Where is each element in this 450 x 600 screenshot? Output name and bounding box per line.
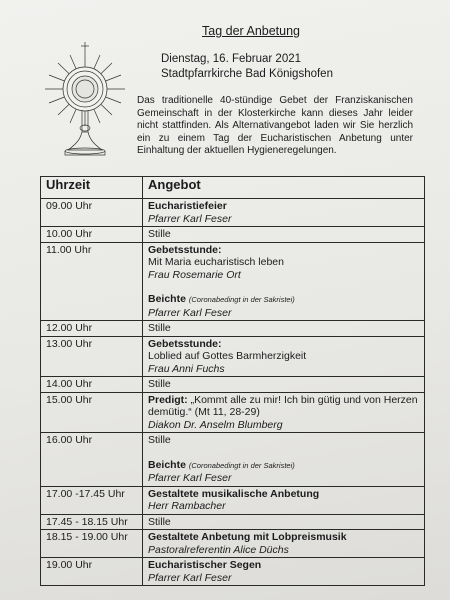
offer-extra-person: Pfarrer Karl Feser — [148, 472, 232, 484]
offer-person: Pfarrer Karl Feser — [148, 212, 232, 225]
offer-cell — [143, 392, 425, 433]
table-row — [41, 321, 425, 337]
table-row — [41, 486, 425, 514]
offer-cell: Stille — [143, 514, 425, 530]
offer-text: Loblied auf Gottes Barmherzigkeit — [148, 350, 307, 362]
offer-person: Herr Rambacher — [148, 500, 226, 512]
offer-person: Pastoralreferentin Alice Düchs — [148, 543, 289, 556]
header-time: Uhrzeit — [41, 177, 143, 199]
offer-title: Eucharistiefeier — [148, 200, 227, 212]
offer-cell: Stille — [143, 321, 425, 337]
offer-cell: Stille — [143, 377, 425, 393]
time-cell: 16.00 Uhr — [41, 433, 143, 487]
offer-cell — [143, 336, 425, 377]
table-row — [41, 558, 425, 586]
time-cell: 10.00 Uhr — [41, 227, 143, 243]
event-date: Dienstag, 16. Februar 2021 — [161, 53, 302, 65]
offer-title: Predigt: — [148, 393, 188, 406]
offer-cell — [143, 558, 425, 586]
offer-person: Frau Rosemarie Ort — [148, 268, 241, 281]
offer-extra — [148, 293, 420, 307]
time-cell: 17.45 - 18.15 Uhr — [41, 514, 143, 530]
time-cell: 12.00 Uhr — [41, 321, 143, 337]
table-row — [41, 392, 425, 433]
table-row — [41, 530, 425, 558]
table-row — [41, 514, 425, 530]
table-row — [41, 199, 425, 227]
offer-person: Diakon Dr. Anselm Blumberg — [148, 418, 283, 431]
offer-person: Frau Anni Fuchs — [148, 362, 225, 375]
offer-text: Mit Maria eucharistisch leben — [148, 256, 284, 268]
offer-title: Gebetsstunde: — [148, 337, 222, 350]
offer-cell: Stille — [143, 227, 425, 243]
time-cell: 18.15 - 19.00 Uhr — [41, 530, 143, 558]
table-row — [41, 433, 425, 487]
table-header-row — [41, 177, 425, 199]
table-row — [41, 336, 425, 377]
schedule-table — [40, 176, 425, 586]
offer-cell — [143, 242, 425, 321]
offer-line — [148, 394, 420, 419]
offer-person: Pfarrer Karl Feser — [148, 571, 232, 584]
offer-extra-title: Beichte — [148, 293, 186, 305]
intro-paragraph: Das traditionelle 40-stündige Gebet der Franziskanischen Gemeinschaft in der Klosterkirche kann dieses Jahr leider nicht stattfinden. Als Alternativangebot laden wir Sie herzlich ein zu einem Tag der Eucharistischen Anbetung unter Einhaltung der aktuellen Hygieneregelungen. — [137, 95, 413, 157]
table-row — [41, 242, 425, 321]
event-location: Stadtpfarrkirche Bad Königshofen — [161, 68, 333, 80]
offer-title: Eucharistischer Segen — [148, 559, 262, 571]
table-row — [41, 227, 425, 243]
offer-extra-note: (Coronabedingt in der Sakristei) — [188, 295, 295, 304]
offer-title: Gebetsstunde: — [148, 243, 222, 256]
time-cell: 17.00 -17.45 Uhr — [41, 486, 143, 514]
offer-cell — [143, 486, 425, 514]
header-offer: Angebot — [143, 177, 425, 199]
monstrance-icon — [40, 40, 130, 165]
time-cell: 19.00 Uhr — [41, 558, 143, 586]
offer-cell — [143, 433, 425, 487]
time-cell: 13.00 Uhr — [41, 336, 143, 377]
table-row — [41, 377, 425, 393]
offer-cell — [143, 199, 425, 227]
time-cell: 11.00 Uhr — [41, 242, 143, 321]
offer-title: Gestaltete Anbetung mit Lobpreismusik — [148, 531, 347, 543]
time-cell: 09.00 Uhr — [41, 199, 143, 227]
offer-extra-note: (Coronabedingt in der Sakristei) — [188, 460, 295, 470]
offer-extra — [148, 459, 420, 473]
offer-text: „Kommt alle zu mir! Ich bin gütig und von Herzen demütig.“ (Mt 11, 28-29) — [148, 393, 418, 418]
offer-extra-person: Pfarrer Karl Feser — [148, 306, 232, 319]
offer-text: Stille — [148, 434, 171, 446]
offer-cell — [143, 530, 425, 558]
offer-extra-title: Beichte — [148, 458, 186, 471]
page-title: Tag der Anbetung — [202, 24, 300, 38]
offer-title: Gestaltete musikalische Anbetung — [148, 487, 320, 500]
event-meta — [161, 52, 333, 82]
time-cell: 15.00 Uhr — [41, 392, 143, 433]
time-cell: 14.00 Uhr — [41, 377, 143, 393]
